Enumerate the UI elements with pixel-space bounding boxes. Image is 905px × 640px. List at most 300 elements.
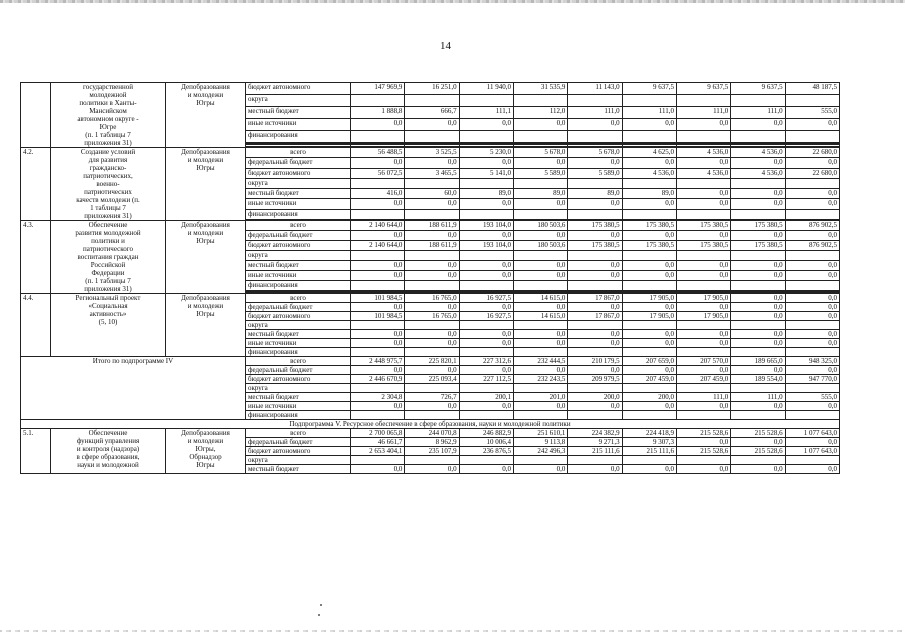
item-name (51, 221, 166, 294)
funding-source: бюджет автономного (246, 83, 351, 95)
amount-cell: 555,0 (785, 106, 839, 118)
amount-cell: 0,0 (622, 402, 676, 411)
funding-source: местный бюджет (246, 330, 351, 339)
amount-cell (351, 250, 405, 260)
amount-cell: 0,0 (785, 118, 839, 130)
amount-cell: 0,0 (785, 330, 839, 339)
item-executor (166, 221, 246, 294)
amount-cell (513, 94, 567, 106)
amount-cell (731, 250, 785, 260)
funding-source: местный бюджет (246, 106, 351, 118)
budget-table (20, 82, 840, 474)
amount-cell: 0,0 (676, 402, 730, 411)
funding-source: финансирования (246, 411, 351, 420)
amount-cell: 89,0 (459, 189, 513, 199)
amount-cell (622, 178, 676, 188)
amount-cell: 0,0 (405, 118, 459, 130)
amount-cell: 0,0 (568, 303, 622, 312)
amount-cell: 0,0 (676, 230, 730, 240)
amount-cell: 0,0 (676, 438, 730, 447)
amount-cell: 1 077 643,0 (785, 447, 839, 456)
amount-cell: 0,0 (622, 199, 676, 209)
amount-cell: 188 611,9 (405, 240, 459, 250)
amount-cell: 0,0 (459, 402, 513, 411)
amount-cell: 3 525,5 (405, 148, 459, 158)
cell-line: Федерации (91, 269, 125, 277)
amount-cell (731, 280, 785, 290)
amount-cell: 0,0 (622, 339, 676, 348)
cell-line: воспитания граждан (77, 253, 139, 261)
cell-line: Мансийском (89, 107, 127, 115)
amount-cell: 215 111,6 (622, 447, 676, 456)
amount-cell: 0,0 (513, 339, 567, 348)
amount-cell (676, 456, 730, 465)
amount-cell: 225 820,1 (405, 357, 459, 366)
amount-cell (568, 321, 622, 330)
amount-cell (351, 384, 405, 393)
amount-cell: 0,0 (622, 270, 676, 280)
amount-cell: 111,1 (459, 106, 513, 118)
funding-source: местный бюджет (246, 465, 351, 474)
amount-cell (568, 94, 622, 106)
amount-cell: 175 380,5 (622, 240, 676, 250)
amount-cell: 111,0 (676, 393, 730, 402)
amount-cell: 4 625,0 (622, 148, 676, 158)
amount-cell: 1 888,8 (351, 106, 405, 118)
amount-cell: 224 418,9 (622, 429, 676, 438)
amount-cell: 0,0 (622, 158, 676, 168)
amount-cell: 5 678,0 (513, 148, 567, 158)
cell-line: Обеспечение (88, 429, 128, 437)
funding-source: финансирования (246, 130, 351, 142)
amount-cell: 147 969,9 (351, 83, 405, 95)
amount-cell (351, 209, 405, 219)
amount-cell (513, 411, 567, 420)
amount-cell (405, 178, 459, 188)
amount-cell: 0,0 (351, 199, 405, 209)
cell-line: Региональный проект (75, 294, 141, 302)
amount-cell (568, 250, 622, 260)
amount-cell: 17 905,0 (622, 312, 676, 321)
amount-cell: 0,0 (351, 366, 405, 375)
amount-cell (513, 209, 567, 219)
amount-cell (676, 321, 730, 330)
amount-cell (459, 411, 513, 420)
amount-cell: 0,0 (351, 118, 405, 130)
amount-cell: 200,0 (568, 393, 622, 402)
cell-line: Российской (90, 261, 126, 269)
amount-cell: 5 230,0 (459, 148, 513, 158)
cell-line: Югры (196, 164, 215, 172)
amount-cell: 175 380,5 (676, 221, 730, 231)
amount-cell: 0,0 (622, 118, 676, 130)
amount-cell: 0,0 (568, 339, 622, 348)
amount-cell (459, 348, 513, 357)
amount-cell: 0,0 (459, 158, 513, 168)
amount-cell: 246 882,9 (459, 429, 513, 438)
amount-cell (731, 411, 785, 420)
amount-cell: 0,0 (351, 330, 405, 339)
cell-line: и молодежи (187, 302, 224, 310)
amount-cell: 209 979,5 (568, 375, 622, 384)
total-label: Итого по подпрограмме IV (21, 357, 246, 420)
amount-cell (568, 178, 622, 188)
amount-cell (676, 130, 730, 142)
amount-cell: 111,0 (622, 106, 676, 118)
cell-line: патриотического (83, 245, 133, 253)
amount-cell: 2 446 670,9 (351, 375, 405, 384)
amount-cell (622, 250, 676, 260)
amount-cell (568, 348, 622, 357)
amount-cell: 215 528,6 (676, 429, 730, 438)
cell-line: для развития (88, 156, 128, 164)
amount-cell: 726,7 (405, 393, 459, 402)
amount-cell (622, 321, 676, 330)
amount-cell: 1 077 643,0 (785, 429, 839, 438)
amount-cell: 947 770,0 (785, 375, 839, 384)
amount-cell: 0,0 (731, 294, 785, 303)
amount-cell (785, 130, 839, 142)
table-row (21, 221, 840, 231)
amount-cell: 9 637,5 (731, 83, 785, 95)
amount-cell: 175 380,5 (676, 240, 730, 250)
amount-cell (405, 130, 459, 142)
page-number: 14 (440, 40, 451, 52)
amount-cell: 56 488,5 (351, 148, 405, 158)
funding-source: федеральный бюджет (246, 438, 351, 447)
funding-source: иные источники (246, 339, 351, 348)
amount-cell: 17 867,0 (568, 294, 622, 303)
amount-cell (568, 209, 622, 219)
amount-cell: 0,0 (351, 339, 405, 348)
amount-cell (785, 456, 839, 465)
funding-source: всего (246, 148, 351, 158)
cell-line: автономном округе - (77, 115, 139, 123)
amount-cell (351, 411, 405, 420)
item-name (51, 294, 166, 357)
subprogram-header: Подпрограмма V. Ресурсное обеспечение в сфере образования, науки и молодежной политики (21, 420, 840, 429)
amount-cell: 0,0 (676, 366, 730, 375)
amount-cell: 10 006,4 (459, 438, 513, 447)
amount-cell: 0,0 (459, 465, 513, 474)
amount-cell: 0,0 (513, 158, 567, 168)
amount-cell: 0,0 (351, 230, 405, 240)
amount-cell: 0,0 (513, 330, 567, 339)
cell-line: Югры (196, 99, 215, 107)
amount-cell: 0,0 (351, 465, 405, 474)
amount-cell: 2 448 975,7 (351, 357, 405, 366)
cell-line: Депобразования (181, 148, 230, 156)
amount-cell: 0,0 (676, 189, 730, 199)
funding-source: федеральный бюджет (246, 366, 351, 375)
amount-cell: 188 611,9 (405, 221, 459, 231)
amount-cell: 16 765,0 (405, 312, 459, 321)
amount-cell (731, 209, 785, 219)
funding-source: местный бюджет (246, 189, 351, 199)
amount-cell (785, 411, 839, 420)
funding-source: бюджет автономного (246, 240, 351, 250)
amount-cell: 5 589,0 (513, 168, 567, 178)
funding-source: финансирования (246, 209, 351, 219)
amount-cell: 0,0 (731, 303, 785, 312)
amount-cell: 9 271,3 (568, 438, 622, 447)
item-number: 4.3. (21, 221, 51, 294)
amount-cell: 0,0 (676, 118, 730, 130)
amount-cell: 16 251,0 (405, 83, 459, 95)
amount-cell: 416,0 (351, 189, 405, 199)
amount-cell: 210 179,5 (568, 357, 622, 366)
cell-line: государственной (83, 83, 133, 91)
amount-cell: 232 444,5 (513, 357, 567, 366)
amount-cell (351, 130, 405, 142)
amount-cell (459, 130, 513, 142)
amount-cell (405, 209, 459, 219)
amount-cell: 201,0 (513, 393, 567, 402)
scan-speck (320, 604, 322, 606)
amount-cell: 0,0 (622, 465, 676, 474)
amount-cell: 11 940,0 (459, 83, 513, 95)
amount-cell: 111,0 (731, 393, 785, 402)
amount-cell: 0,0 (785, 402, 839, 411)
amount-cell: 215 528,6 (676, 447, 730, 456)
amount-cell: 0,0 (731, 438, 785, 447)
funding-source: иные источники (246, 118, 351, 130)
amount-cell: 0,0 (459, 260, 513, 270)
amount-cell (731, 178, 785, 188)
amount-cell (513, 178, 567, 188)
amount-cell: 0,0 (459, 118, 513, 130)
amount-cell: 0,0 (785, 270, 839, 280)
amount-cell: 0,0 (785, 465, 839, 474)
amount-cell: 0,0 (731, 270, 785, 280)
amount-cell: 0,0 (785, 199, 839, 209)
amount-cell: 0,0 (568, 260, 622, 270)
amount-cell: 0,0 (351, 270, 405, 280)
amount-cell (676, 250, 730, 260)
cell-line: и молодежи (187, 229, 224, 237)
amount-cell: 0,0 (785, 366, 839, 375)
amount-cell: 111,0 (676, 106, 730, 118)
amount-cell (785, 348, 839, 357)
funding-source: всего (246, 221, 351, 231)
item-name (51, 83, 166, 148)
amount-cell (785, 280, 839, 290)
amount-cell: 0,0 (568, 402, 622, 411)
funding-source: округа (246, 94, 351, 106)
amount-cell: 215 528,6 (731, 447, 785, 456)
amount-cell: 0,0 (731, 230, 785, 240)
amount-cell: 0,0 (731, 330, 785, 339)
amount-cell: 56 072,5 (351, 168, 405, 178)
amount-cell: 0,0 (405, 260, 459, 270)
cell-line: в сфере образования, (76, 453, 140, 461)
funding-source: округа (246, 321, 351, 330)
amount-cell (459, 250, 513, 260)
subprogram-header-row (21, 420, 840, 429)
amount-cell: 0,0 (405, 366, 459, 375)
amount-cell (351, 178, 405, 188)
funding-source: бюджет автономного (246, 447, 351, 456)
amount-cell: 17 905,0 (676, 294, 730, 303)
amount-cell: 101 984,5 (351, 294, 405, 303)
amount-cell: 0,0 (622, 330, 676, 339)
cell-line: приложения 31) (84, 139, 132, 147)
funding-source: иные источники (246, 270, 351, 280)
amount-cell (405, 94, 459, 106)
amount-cell: 111,0 (731, 106, 785, 118)
amount-cell (513, 384, 567, 393)
amount-cell: 0,0 (351, 303, 405, 312)
amount-cell: 0,0 (731, 158, 785, 168)
amount-cell: 111,0 (568, 106, 622, 118)
amount-cell: 0,0 (405, 339, 459, 348)
cell-line: Обеспечение (88, 221, 128, 229)
amount-cell: 0,0 (785, 158, 839, 168)
cell-line: Югры (196, 310, 215, 318)
amount-cell: 0,0 (731, 260, 785, 270)
amount-cell: 0,0 (568, 465, 622, 474)
table-row (21, 83, 840, 95)
cell-line: Югры, (195, 445, 216, 453)
amount-cell: 11 143,0 (568, 83, 622, 95)
amount-cell: 3 465,5 (405, 168, 459, 178)
amount-cell (568, 411, 622, 420)
amount-cell (568, 130, 622, 142)
amount-cell: 16 927,5 (459, 312, 513, 321)
funding-source: иные источники (246, 199, 351, 209)
amount-cell: 9 637,5 (622, 83, 676, 95)
cell-line: и контроля (надзора) (76, 445, 140, 453)
cell-line: «Социальная (88, 302, 128, 310)
item-executor (166, 294, 246, 357)
amount-cell (405, 250, 459, 260)
amount-cell: 0,0 (513, 260, 567, 270)
amount-cell: 9 113,8 (513, 438, 567, 447)
amount-cell: 2 653 404,1 (351, 447, 405, 456)
amount-cell: 60,0 (405, 189, 459, 199)
amount-cell: 0,0 (731, 366, 785, 375)
amount-cell: 207 570,0 (676, 357, 730, 366)
amount-cell: 0,0 (676, 339, 730, 348)
amount-cell: 0,0 (785, 230, 839, 240)
amount-cell: 0,0 (405, 230, 459, 240)
amount-cell: 112,0 (513, 106, 567, 118)
amount-cell: 0,0 (785, 189, 839, 199)
funding-source: всего (246, 357, 351, 366)
amount-cell: 5 589,0 (568, 168, 622, 178)
amount-cell: 0,0 (568, 158, 622, 168)
amount-cell: 227 112,5 (459, 375, 513, 384)
cell-line: развития молодежной (75, 229, 141, 237)
cell-line: приложения 31) (84, 285, 132, 293)
amount-cell: 180 503,6 (513, 221, 567, 231)
table-row (21, 148, 840, 158)
cell-line: военно- (96, 180, 120, 188)
amount-cell: 0,0 (731, 402, 785, 411)
amount-cell: 0,0 (731, 312, 785, 321)
amount-cell: 17 905,0 (676, 312, 730, 321)
funding-source: округа (246, 250, 351, 260)
amount-cell (568, 456, 622, 465)
amount-cell (676, 348, 730, 357)
amount-cell: 101 984,5 (351, 312, 405, 321)
amount-cell: 4 536,0 (731, 168, 785, 178)
cell-line: Депобразования (181, 294, 230, 302)
amount-cell: 227 312,6 (459, 357, 513, 366)
funding-source: бюджет автономного (246, 375, 351, 384)
amount-cell (568, 384, 622, 393)
amount-cell: 22 680,0 (785, 168, 839, 178)
amount-cell: 0,0 (785, 438, 839, 447)
amount-cell: 0,0 (513, 230, 567, 240)
cell-line: (п. 1 таблицы 7 (85, 277, 131, 285)
amount-cell: 0,0 (731, 465, 785, 474)
amount-cell (622, 384, 676, 393)
amount-cell: 175 380,5 (622, 221, 676, 231)
amount-cell (351, 280, 405, 290)
amount-cell: 14 615,0 (513, 294, 567, 303)
funding-source: округа (246, 456, 351, 465)
amount-cell: 0,0 (459, 270, 513, 280)
funding-source: бюджет автономного (246, 168, 351, 178)
amount-cell: 193 104,0 (459, 221, 513, 231)
amount-cell: 200,1 (459, 393, 513, 402)
cell-line: Депобразования (181, 221, 230, 229)
funding-source: местный бюджет (246, 393, 351, 402)
amount-cell (459, 178, 513, 188)
amount-cell: 0,0 (676, 199, 730, 209)
amount-cell (459, 94, 513, 106)
budget-table-body (21, 83, 840, 474)
amount-cell: 666,7 (405, 106, 459, 118)
amount-cell (568, 280, 622, 290)
amount-cell: 0,0 (513, 199, 567, 209)
amount-cell: 0,0 (459, 199, 513, 209)
amount-cell (731, 321, 785, 330)
amount-cell: 0,0 (351, 402, 405, 411)
amount-cell: 193 104,0 (459, 240, 513, 250)
cell-line: Депобразования (181, 429, 230, 437)
item-number: 4.4. (21, 294, 51, 357)
amount-cell: 0,0 (731, 118, 785, 130)
amount-cell: 0,0 (513, 118, 567, 130)
amount-cell: 0,0 (622, 303, 676, 312)
amount-cell: 0,0 (405, 330, 459, 339)
amount-cell: 0,0 (676, 303, 730, 312)
amount-cell: 0,0 (405, 465, 459, 474)
cell-line: Югры (196, 461, 215, 469)
amount-cell: 207 659,0 (622, 357, 676, 366)
cell-line: политики и (91, 237, 125, 245)
item-executor (166, 83, 246, 148)
amount-cell: 46 661,7 (351, 438, 405, 447)
amount-cell: 5 678,0 (568, 148, 622, 158)
cell-line: Обрнадзор (189, 453, 222, 461)
amount-cell: 0,0 (622, 230, 676, 240)
amount-cell (785, 178, 839, 188)
amount-cell: 0,0 (459, 303, 513, 312)
amount-cell (513, 456, 567, 465)
amount-cell: 0,0 (785, 312, 839, 321)
amount-cell: 0,0 (405, 402, 459, 411)
amount-cell: 180 503,6 (513, 240, 567, 250)
item-executor (166, 148, 246, 221)
amount-cell: 189 665,0 (731, 357, 785, 366)
amount-cell: 236 876,5 (459, 447, 513, 456)
amount-cell (513, 250, 567, 260)
table-row (21, 294, 840, 303)
item-number: 4.2. (21, 148, 51, 221)
